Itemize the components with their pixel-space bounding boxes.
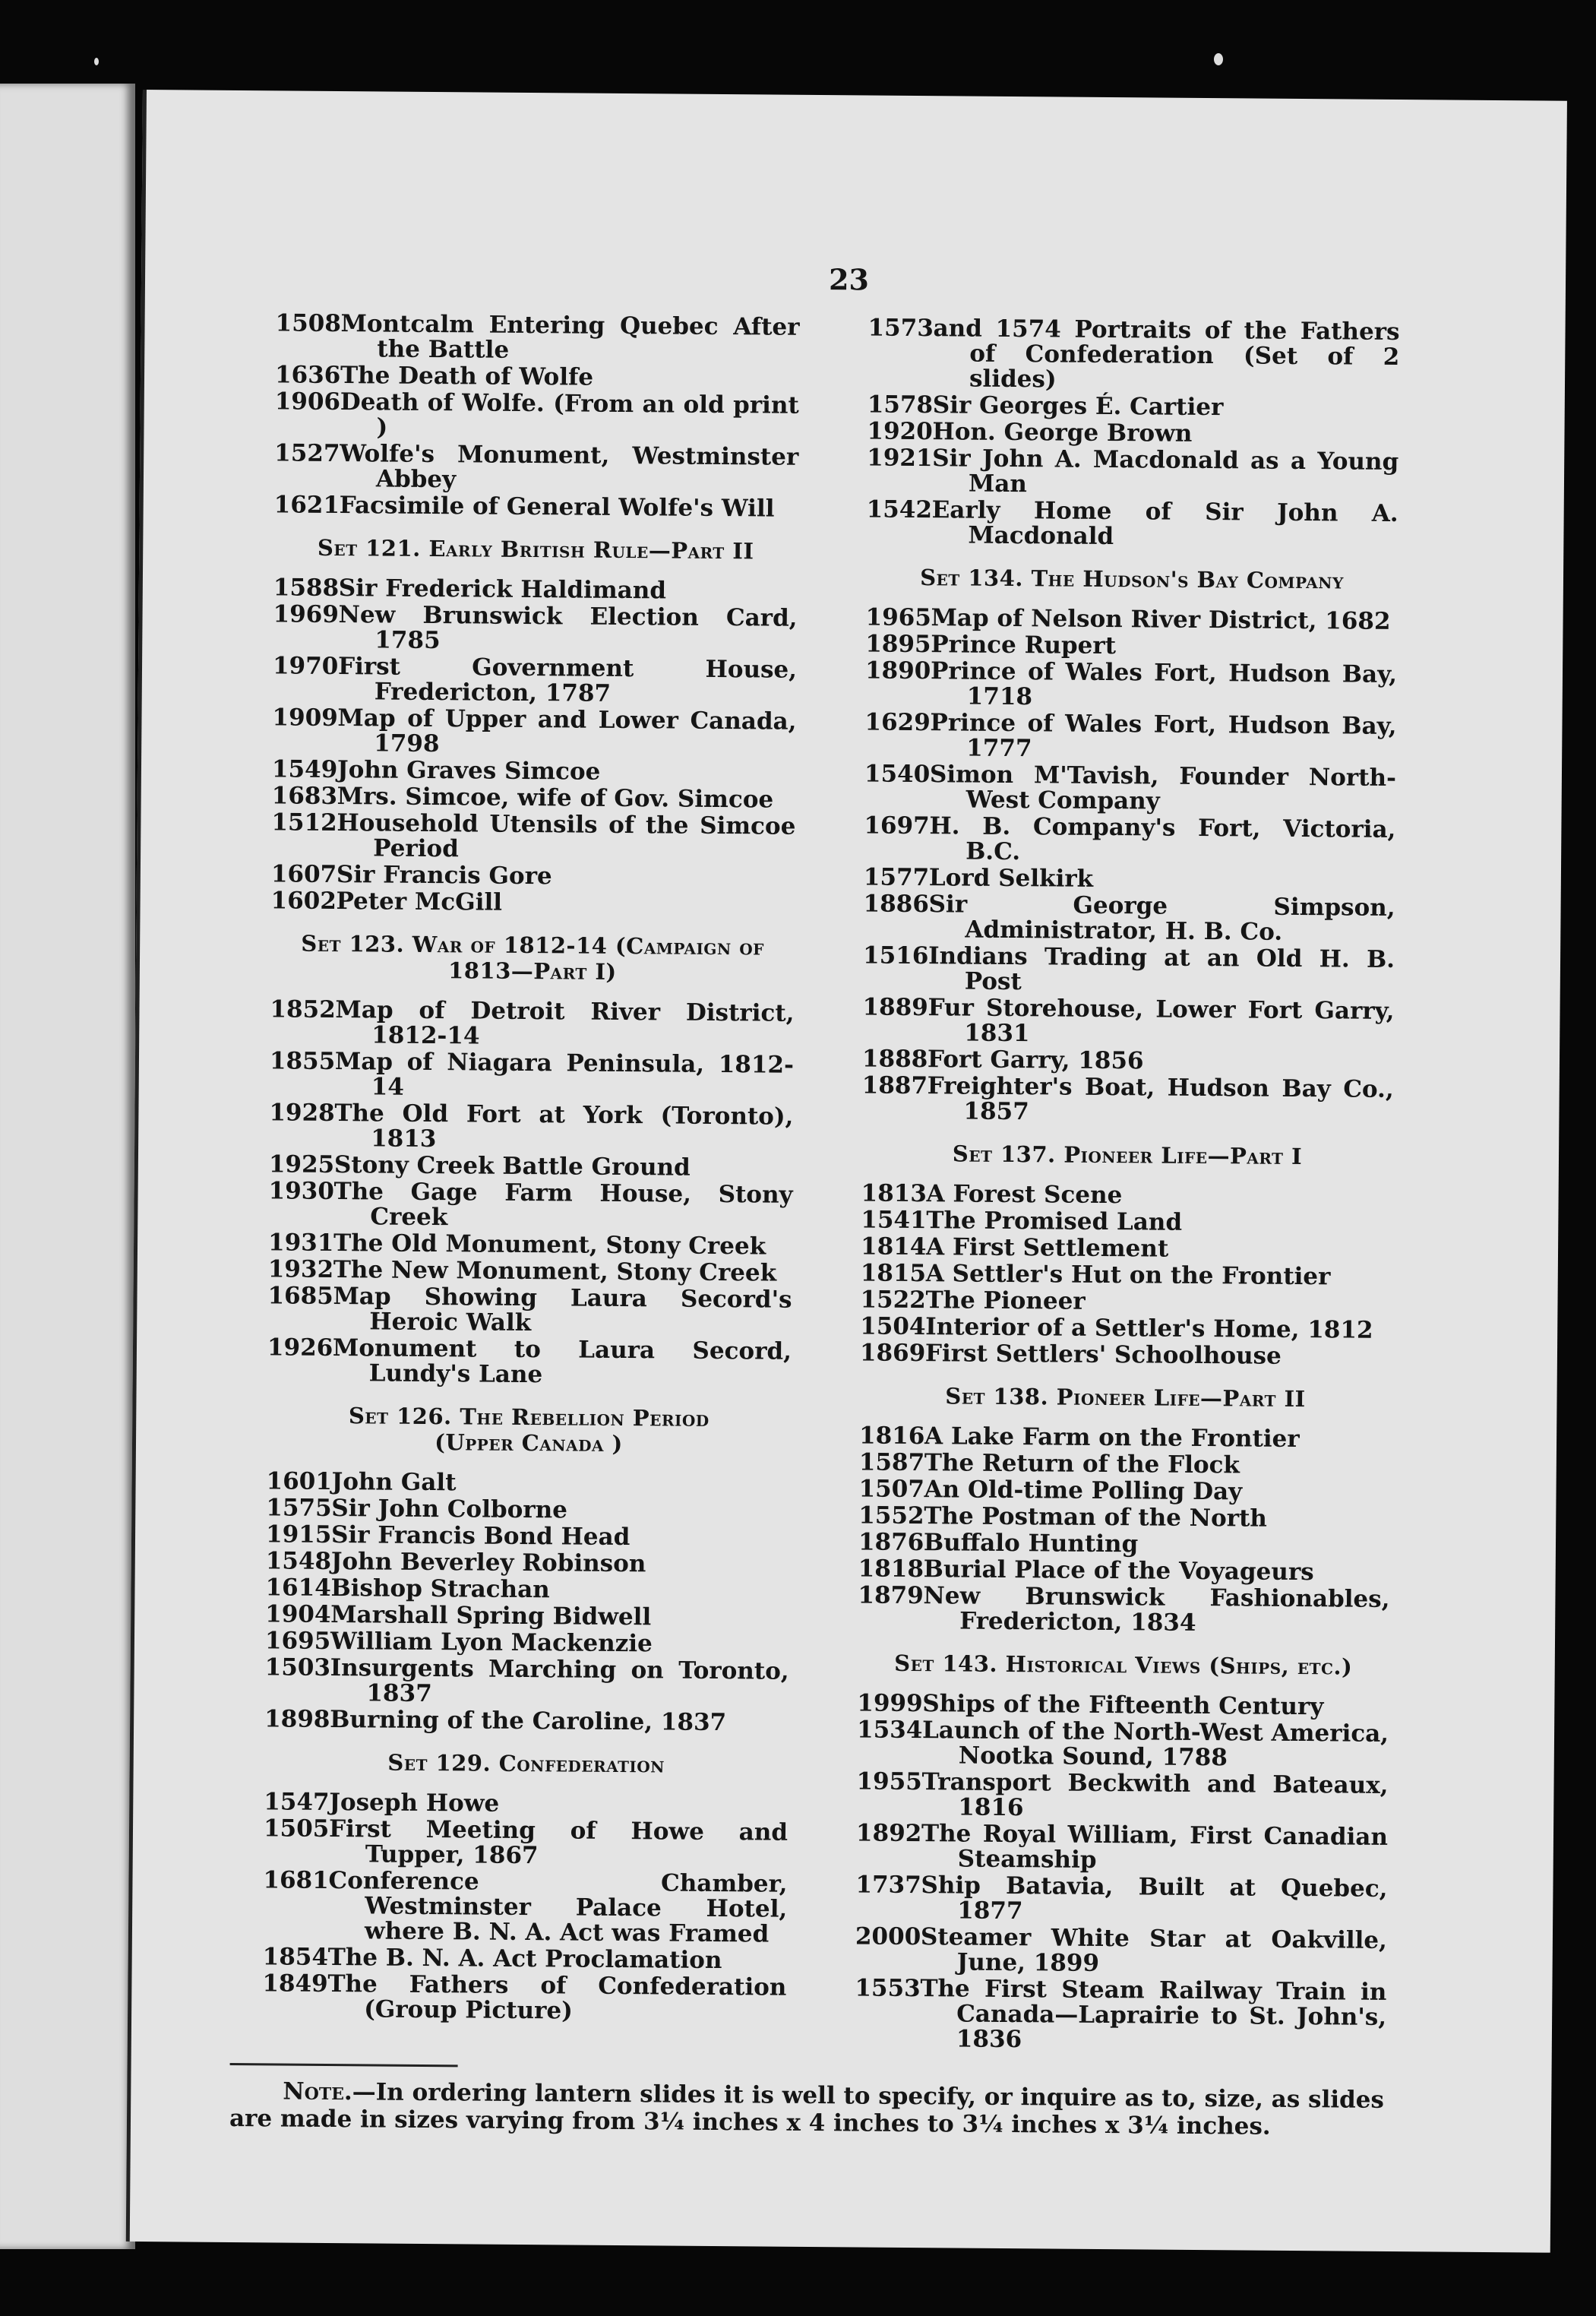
slide-title: Montcalm Entering Quebec After the Battle (340, 310, 800, 364)
slide-number: 1575 (266, 1494, 332, 1523)
slide-number: 1813 (861, 1179, 928, 1208)
slide-entry (863, 943, 1395, 997)
slide-entry (269, 1152, 793, 1181)
slide-number: 1816 (858, 1422, 925, 1451)
slide-entry (860, 1340, 1392, 1369)
slide-entry (268, 1179, 792, 1232)
slide-entry (269, 1100, 793, 1154)
document-page (126, 90, 1567, 2253)
slide-title: H. B. Company's Fort, Victoria, B.C. (929, 812, 1396, 866)
right-column (855, 316, 1400, 2057)
slide-number: 1904 (265, 1600, 331, 1629)
slide-number: 1697 (864, 812, 930, 840)
page-number: 23 (828, 262, 870, 297)
set-heading-title: Set 121. Early British Rule—Part II (317, 534, 754, 565)
slide-entry (861, 1207, 1392, 1236)
scan-speck (94, 58, 99, 65)
set-heading (861, 1140, 1393, 1169)
slide-entry (264, 1789, 788, 1818)
slide-number: 1695 (264, 1627, 331, 1656)
slide-title: Steamer White Star at Oakville, June, 1899 (920, 1923, 1388, 1977)
slide-number: 1855 (269, 1047, 336, 1076)
slide-entry (855, 1976, 1387, 2055)
slide-number: 1548 (265, 1547, 332, 1576)
slide-number: 1553 (855, 1974, 921, 2003)
slide-title: Burial Place of the Voyageurs (923, 1555, 1314, 1587)
slide-title: Conference Chamber, Westminster Palace Hotel, where B. N. A. Act was Framed (328, 1866, 788, 1948)
set-heading-title: Set 129. Confederation (387, 1749, 665, 1778)
slide-entry (265, 1628, 789, 1657)
slide-entry (866, 497, 1398, 551)
slide-number: 1965 (865, 603, 931, 632)
slide-entry (267, 1335, 792, 1389)
slide-number: 1928 (269, 1099, 335, 1128)
slide-number: 1527 (274, 439, 340, 468)
slide-title: Interior of a Settler's Home, 1812 (925, 1313, 1373, 1344)
slide-entry (857, 1717, 1389, 1771)
slide-entry (271, 862, 795, 891)
slide-title: Sir Georges É. Cartier (932, 391, 1224, 422)
slide-number: 1869 (859, 1339, 926, 1368)
set-heading-subtitle: (Upper Canada ) (435, 1429, 623, 1457)
slide-number: 1889 (862, 993, 928, 1022)
slide-entry (864, 813, 1395, 867)
facing-page-edge (0, 84, 135, 2249)
set-heading-title: Set 134. The Hudson's Bay Company (920, 565, 1344, 594)
slide-number: 1921 (867, 444, 933, 473)
slide-number: 1534 (856, 1716, 923, 1745)
slide-number: 1969 (273, 600, 340, 629)
slide-number: 1683 (271, 782, 338, 811)
slide-title: Wolfe's Monument, Westminster Abbey (340, 440, 799, 494)
slide-number: 1516 (862, 941, 929, 970)
scan-speck (1214, 53, 1223, 65)
slide-entry (863, 891, 1395, 945)
slide-title: The Old Monument, Stony Creek (333, 1229, 766, 1261)
slide-title: Sir Francis Bond Head (330, 1521, 630, 1552)
slide-number: 1508 (275, 309, 342, 338)
slide-number: 1879 (858, 1581, 924, 1610)
slide-number: 1549 (271, 755, 338, 784)
slide-title: Household Utensils of the Simcoe Period (337, 809, 796, 863)
slide-number: 1522 (860, 1286, 926, 1315)
slide-title: Map of Upper and Lower Canada, 1798 (337, 704, 797, 758)
slide-title: The Old Fort at York (Toronto), 1813 (334, 1099, 794, 1153)
slide-entry (273, 602, 797, 656)
slide-entry (867, 419, 1398, 448)
slide-title: A Forest Scene (926, 1180, 1123, 1210)
slide-title: Map of Nelson River District, 1682 (931, 604, 1391, 635)
slide-number: 1614 (265, 1574, 331, 1603)
slide-entry (861, 1234, 1392, 1263)
slide-number: 1547 (264, 1788, 330, 1816)
set-heading-title: Set 138. Pioneer Life—Part II (945, 1383, 1306, 1413)
slide-title: Transport Beckwith and Bateaux, 1816 (921, 1768, 1389, 1822)
slide-title: The Postman of the North (924, 1502, 1268, 1533)
slide-title: Ship Batavia, Built at Quebec, 1877 (921, 1871, 1388, 1925)
slide-entry (858, 1530, 1390, 1558)
slide-title: Joseph Howe (329, 1788, 500, 1818)
slide-title: First Government House, Fredericton, 1787 (337, 653, 798, 707)
slide-entry (263, 1868, 788, 1947)
slide-title: Marshall Spring Bidwell (330, 1601, 652, 1631)
slide-title: Mrs. Simcoe, wife of Gov. Simcoe (337, 783, 774, 814)
slide-number: 1685 (267, 1282, 333, 1311)
slide-entry (868, 393, 1399, 422)
slide-number: 1909 (272, 704, 338, 732)
slide-number: 1932 (267, 1255, 334, 1284)
slide-entry (867, 446, 1398, 500)
footnote-text: —In ordering lantern slides it is well to specify, or inquire as to, size, as slides are made in sizes varying from 3¼ inches x 4 inches to 3¼ inches x 3¼ inches. (229, 2078, 1385, 2140)
slide-entry (856, 1769, 1388, 1823)
slide-entry (861, 1261, 1392, 1289)
slide-number: 1587 (858, 1448, 925, 1477)
slide-title: The New Monument, Stony Creek (333, 1256, 777, 1287)
slide-entry (272, 705, 796, 759)
slide-title: Sir Francis Gore (336, 861, 552, 891)
slide-entry (270, 997, 794, 1051)
slide-title: Facsimile of General Wolfe's Will (339, 492, 775, 523)
slide-entry (274, 389, 798, 443)
slide-number: 1601 (266, 1467, 333, 1496)
slide-title: Death of Wolfe. (From an old print ) (340, 388, 799, 441)
slide-title: A First Settlement (925, 1233, 1169, 1263)
slide-number: 1552 (858, 1501, 924, 1530)
slide-number: 1955 (856, 1767, 922, 1796)
set-heading (267, 1402, 792, 1457)
slide-title: First Meeting of Howe and Tupper, 1867 (328, 1815, 789, 1870)
slide-number: 1578 (867, 391, 934, 419)
slide-number: 1930 (268, 1177, 335, 1206)
slide-title: Ships of the Fifteenth Century (922, 1690, 1324, 1721)
slide-entry (266, 1469, 790, 1498)
slide-entry (262, 1971, 786, 2025)
slide-entry (859, 1450, 1391, 1479)
slide-title: Simon M'Tavish, Founder North-West Company (929, 761, 1397, 815)
slide-number: 1542 (866, 495, 933, 524)
slide-number: 1573 (868, 314, 934, 343)
slide-entry (274, 441, 798, 495)
slide-entry (864, 761, 1396, 815)
slide-title: Freighter's Boat, Hudson Bay Co., 1857 (927, 1072, 1394, 1126)
slide-number: 1898 (264, 1705, 330, 1734)
slide-entry (862, 995, 1394, 1049)
slide-entry (861, 1181, 1392, 1210)
slide-title: Launch of the North-West America, Nootka Sound, 1788 (921, 1716, 1389, 1772)
slide-title: Peter McGill (336, 887, 503, 916)
slide-number: 1541 (861, 1206, 927, 1235)
set-heading-title: Set 123. War of 1812-14 (Campaign of (301, 930, 765, 960)
slide-entry (267, 1283, 792, 1337)
slide-title: Fort Garry, 1856 (927, 1046, 1144, 1075)
slide-number: 2000 (855, 1922, 921, 1951)
slide-entry (274, 492, 798, 521)
slide-number: 1970 (272, 652, 339, 681)
slide-entry (265, 1602, 789, 1631)
slide-title: New Brunswick Fashionables, Fredericton, 1834 (923, 1582, 1390, 1637)
slide-entry (860, 1314, 1392, 1343)
slide-title: The Promised Land (926, 1207, 1183, 1236)
slide-title: Monument to Laura Secord, Lundy's Lane (332, 1334, 792, 1389)
slide-number: 1504 (860, 1312, 926, 1341)
slide-title: First Settlers' Schoolhouse (924, 1340, 1282, 1370)
slide-entry (266, 1495, 790, 1524)
set-heading (859, 1382, 1391, 1412)
slide-number: 1602 (270, 887, 337, 916)
slide-entry (266, 1549, 790, 1577)
slide-number: 1512 (271, 808, 337, 837)
slide-entry (858, 1556, 1390, 1585)
slide-title: Map of Niagara Peninsula, 1812-14 (334, 1048, 795, 1101)
slide-title: Stony Creek Battle Ground (333, 1151, 691, 1182)
set-heading-subtitle: 1813—Part I) (447, 957, 617, 985)
slide-number: 1931 (267, 1229, 334, 1258)
set-heading (858, 1650, 1389, 1679)
slide-number: 1888 (861, 1045, 928, 1074)
slide-title: Fur Storehouse, Lower Fort Garry, 1831 (928, 994, 1395, 1048)
slide-number: 1621 (273, 491, 340, 520)
slide-entry (275, 362, 799, 391)
slide-title: John Galt (331, 1468, 457, 1497)
slide-title: Prince of Wales Fort, Hudson Bay, 1718 (930, 657, 1398, 711)
slide-title: William Lyon Mackenzie (330, 1628, 653, 1658)
slide-title: The Return of the Flock (924, 1449, 1240, 1479)
slide-entry (263, 1944, 787, 1973)
slide-title: John Beverley Robinson (330, 1548, 646, 1578)
slide-title: and 1574 Portraits of the Fathers of Confederation (Set of 2 slides) (933, 315, 1400, 394)
slide-entry (268, 1230, 792, 1259)
slide-entry (858, 1583, 1389, 1637)
slide-number: 1852 (270, 995, 336, 1024)
slide-number: 1915 (265, 1520, 332, 1549)
slide-title: An Old-time Polling Day (924, 1476, 1243, 1506)
slide-number: 1814 (860, 1232, 927, 1261)
slide-title: The Fathers of Confederation (Group Picture) (327, 1970, 787, 2025)
slide-number: 1815 (860, 1259, 927, 1288)
slide-number: 1886 (863, 890, 930, 919)
slide-title: Hon. George Brown (932, 418, 1193, 448)
slide-title: The Death of Wolfe (340, 362, 594, 391)
slide-title: Sir John A. Macdonald as a Young Man (932, 445, 1399, 498)
slide-number: 1681 (263, 1866, 329, 1894)
slide-number: 1503 (264, 1653, 331, 1682)
slide-title: Lord Selkirk (928, 864, 1094, 893)
slide-title: Sir John Colborne (331, 1495, 568, 1524)
slide-title: Prince of Wales Fort, Hudson Bay, 1777 (930, 709, 1397, 763)
left-column (262, 311, 800, 2026)
slide-title: Prince Rupert (931, 631, 1117, 660)
slide-number: 1507 (858, 1475, 924, 1504)
slide-entry (868, 316, 1400, 395)
slide-number: 1876 (858, 1528, 924, 1557)
slide-entry (264, 1707, 789, 1735)
slide-number: 1999 (857, 1689, 923, 1718)
slide-entry (270, 1049, 794, 1103)
slide-entry (865, 631, 1397, 660)
slide-title: Sir Frederick Haldimand (338, 574, 667, 605)
slide-number: 1818 (858, 1555, 924, 1584)
slide-title: A Lake Farm on the Frontier (924, 1422, 1300, 1454)
slide-number: 1920 (867, 417, 933, 446)
slide-number: 1895 (865, 630, 931, 659)
slide-entry (266, 1522, 790, 1551)
slide-entry (275, 311, 799, 365)
slide-number: 1505 (263, 1815, 330, 1843)
slide-title: Bishop Strachan (330, 1574, 550, 1604)
slide-entry (857, 1691, 1389, 1720)
slide-number: 1925 (268, 1150, 335, 1179)
slide-number: 1892 (855, 1819, 922, 1848)
slide-title: New Brunswick Election Card, 1785 (338, 601, 798, 655)
slide-entry (865, 605, 1397, 634)
set-heading-title: Set 143. Historical Views (Ships, etc.) (894, 1650, 1353, 1680)
slide-title: The Royal William, First Canadian Steamship (921, 1820, 1389, 1874)
slide-number: 1737 (855, 1871, 921, 1900)
slide-entry (862, 1046, 1394, 1075)
slide-entry (272, 783, 796, 812)
set-heading (270, 930, 795, 986)
slide-entry (271, 810, 795, 864)
slide-number: 1629 (864, 708, 931, 737)
slide-title: The Pioneer (925, 1286, 1086, 1315)
slide-title: The First Steam Railway Train in Canada—Laprairie to St. John's, 1836 (920, 1975, 1387, 2054)
slide-title: Map Showing Laura Secord's Heroic Walk (333, 1283, 792, 1337)
slide-entry (855, 1924, 1387, 1978)
slide-entry (861, 1073, 1393, 1127)
footnote-label: Note. (283, 2077, 352, 2106)
slide-number: 1854 (262, 1943, 329, 1971)
slide-title: Indians Trading at an Old H. B. Post (928, 942, 1395, 996)
slide-title: The Gage Farm House, Stony Creek (333, 1178, 793, 1232)
slide-entry (268, 1257, 792, 1286)
slide-title: Early Home of Sir John A. Macdonald (931, 496, 1398, 551)
slide-entry (264, 1816, 788, 1870)
set-heading (273, 534, 798, 564)
slide-number: 1588 (273, 574, 340, 603)
slide-title: John Graves Simcoe (337, 756, 601, 786)
slide-number: 1607 (270, 860, 337, 889)
slide-title: The B. N. A. Act Proclamation (327, 1943, 722, 1975)
slide-entry (272, 757, 796, 786)
slide-title: Burning of the Caroline, 1837 (330, 1706, 727, 1737)
slide-entry (858, 1503, 1390, 1532)
slide-title: Map of Detroit River District, 1812-14 (335, 996, 795, 1050)
slide-number: 1926 (267, 1334, 333, 1362)
set-heading-title: Set 137. Pioneer Life—Part I (952, 1141, 1303, 1170)
slide-entry (855, 1872, 1387, 1926)
slide-number: 1849 (262, 1970, 328, 1998)
slide-entry (859, 1423, 1391, 1452)
slide-title: Sir George Simpson, Administrator, H. B. Co. (928, 891, 1395, 946)
footnote-rule (230, 2063, 458, 2067)
slide-entry (264, 1655, 789, 1709)
slide-number: 1636 (274, 361, 341, 390)
slide-number: 1887 (861, 1071, 928, 1100)
slide-entry (856, 1821, 1388, 1875)
slide-entry (865, 658, 1397, 712)
set-heading-title: Set 126. The Rebellion Period (348, 1403, 710, 1432)
slide-number: 1890 (864, 657, 931, 685)
slide-title: Buffalo Hunting (923, 1529, 1139, 1558)
slide-number: 1577 (863, 863, 930, 892)
slide-entry (273, 653, 797, 707)
set-heading (264, 1748, 789, 1778)
slide-number: 1906 (274, 388, 341, 416)
footnote (229, 2077, 1423, 2141)
slide-entry (860, 1287, 1392, 1316)
slide-entry (858, 1476, 1390, 1505)
slide-entry (265, 1575, 789, 1604)
slide-title: A Settler's Hut on the Frontier (925, 1260, 1331, 1291)
slide-entry (270, 888, 795, 917)
slide-entry (273, 575, 798, 604)
slide-number: 1540 (864, 760, 931, 789)
set-heading (866, 564, 1398, 593)
slide-entry (864, 865, 1395, 894)
slide-title: Insurgents Marching on Toronto, 1837 (330, 1654, 789, 1708)
slide-entry (864, 710, 1396, 764)
